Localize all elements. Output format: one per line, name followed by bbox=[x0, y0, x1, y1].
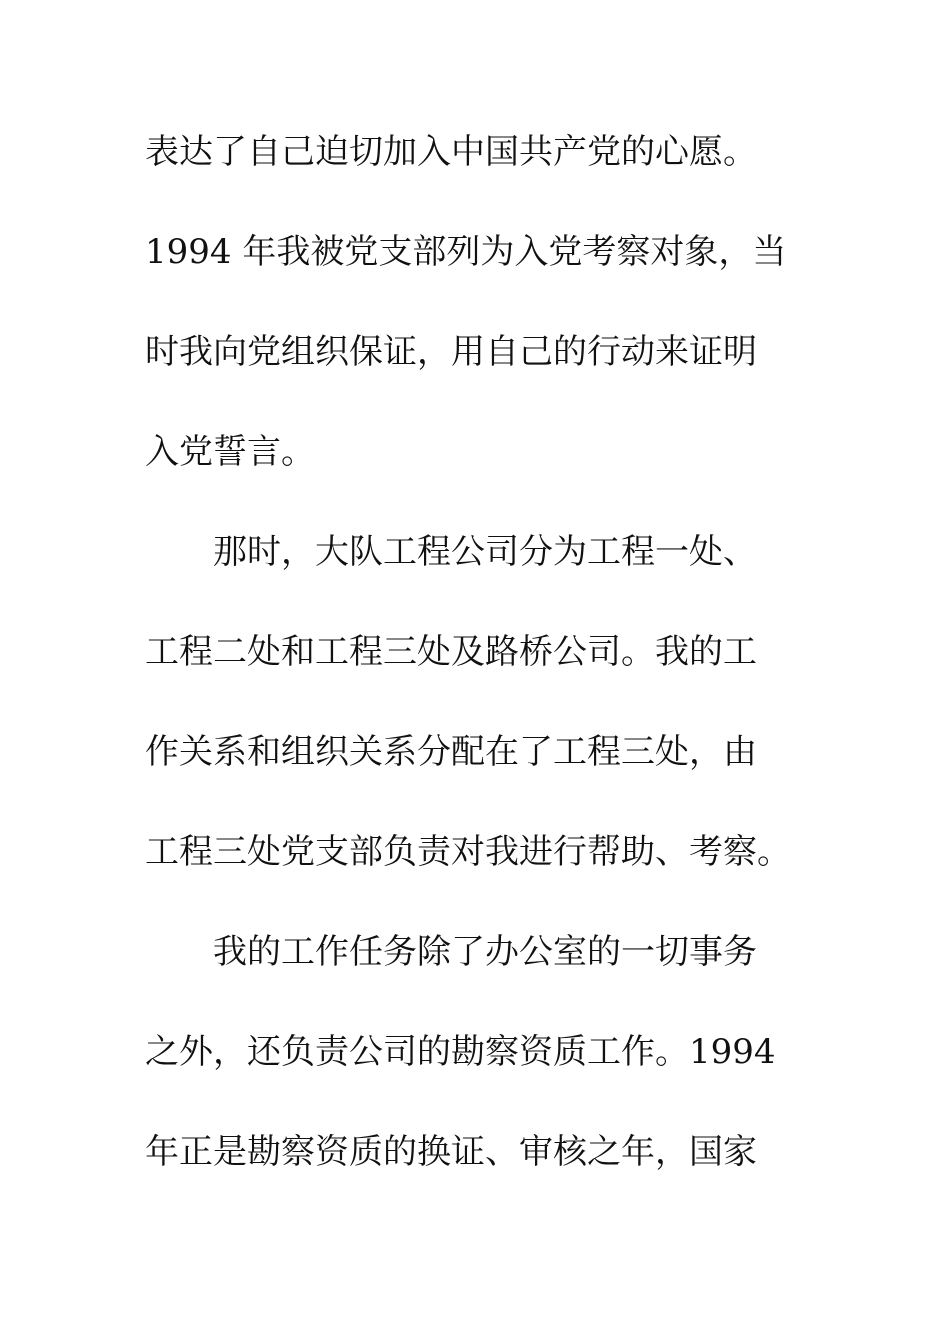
text-line: 时我向党组织保证，用自己的行动来证明 bbox=[145, 332, 757, 372]
text-line: 之外，还负责公司的勘察资质工作。1994 bbox=[145, 1032, 776, 1072]
text-line: 工程二处和工程三处及路桥公司。我的工 bbox=[145, 632, 757, 672]
text-line: 表达了自己迫切加入中国共产党的心愿。 bbox=[145, 132, 757, 172]
text-line: 入党誓言。 bbox=[145, 432, 315, 472]
paragraph-start-line: 那时，大队工程公司分为工程一处、 bbox=[213, 532, 757, 572]
text-line: 年正是勘察资质的换证、审核之年，国家 bbox=[145, 1132, 757, 1172]
paragraph-start-line: 我的工作任务除了办公室的一切事务 bbox=[213, 932, 757, 972]
text-line: 工程三处党支部负责对我进行帮助、考察。 bbox=[145, 832, 791, 872]
text-line: 作关系和组织关系分配在了工程三处，由 bbox=[145, 732, 757, 772]
text-line: 1994 年我被党支部列为入党考察对象，当 bbox=[145, 232, 787, 272]
